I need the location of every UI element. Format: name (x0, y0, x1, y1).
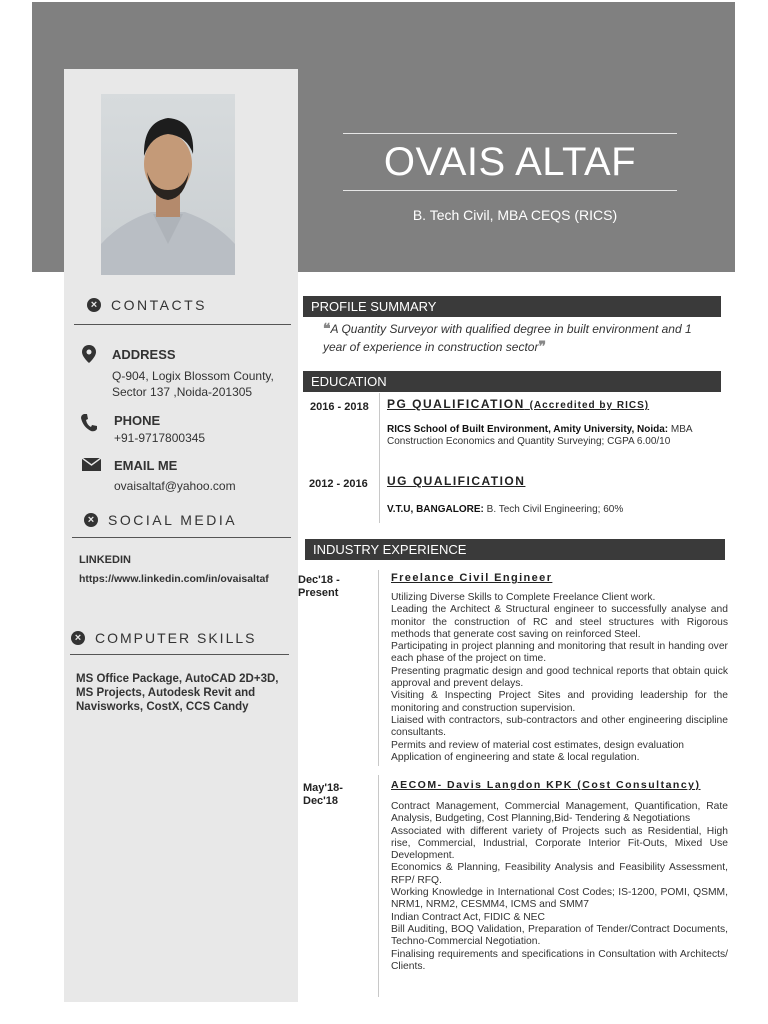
job2-divider (378, 775, 379, 997)
contacts-rule (74, 324, 291, 325)
address-line-1: Q-904, Logix Blossom County, (112, 369, 274, 383)
job2-duty: Indian Contract Act, FIDIC & NEC (391, 911, 545, 923)
linkedin-title: LINKEDIN (79, 554, 131, 566)
job1-duties (391, 592, 728, 764)
close-circle-icon: × (71, 631, 85, 645)
ug-details: V.T.U, BANGALORE: B. Tech Civil Engineering; 60% (387, 504, 624, 515)
name-bottom-rule (343, 190, 677, 191)
job1-period-start: Dec'18 - (298, 574, 340, 586)
skills-heading: × COMPUTER SKILLS (71, 630, 256, 646)
job2-duty: Contract Management, Commercial Management, Quantification, Rate Analysis, Budgeting, Cost Planning,Bid- Tendering & Negotiations (391, 801, 728, 825)
job1-duty: Presenting pragmatic design and good technical reports that obtain quick approval and prevent delays. (391, 665, 728, 690)
address-line-2: Sector 137 ,Noida-201305 (112, 385, 253, 399)
candidate-name: OVAIS ALTAF (383, 140, 637, 184)
ug-years: 2012 - 2016 (309, 478, 368, 490)
candidate-subtitle: B. Tech Civil, MBA CEQS (RICS) (412, 207, 618, 223)
phone-value[interactable]: +91-9717800345 (114, 431, 206, 445)
close-quote-icon: ❞ (538, 338, 546, 354)
job1-title: Freelance Civil Engineer (391, 572, 553, 584)
profile-photo (101, 94, 235, 275)
profile-summary-text: ❝A Quantity Surveyor with qualified degree in built environment and 1 year of experience in construction sector❞ (323, 320, 692, 354)
job2-duty: Finalising requirements and specifications in Consultation with Architects/ Clients. (391, 948, 728, 972)
contacts-heading: × CONTACTS (87, 297, 207, 313)
job2-duty: Working Knowledge in International Cost Codes; IS-1200, POMI, QSMM, NRM1, NRM2, CESMM4, ICMS and SMM7 (391, 887, 728, 911)
envelope-icon (82, 458, 101, 476)
education-divider (379, 393, 380, 523)
close-circle-icon: × (84, 513, 98, 527)
pg-qualification-title: PG QUALIFICATION (Accredited by RICS) (387, 397, 650, 411)
social-rule (72, 537, 291, 538)
social-heading: × SOCIAL MEDIA (84, 512, 237, 528)
job2-duty: Economics & Planning, Feasibility Analysis and Feasibility Assessment, RFP/ RFQ. (391, 862, 728, 886)
address-title: ADDRESS (112, 347, 176, 362)
experience-heading: INDUSTRY EXPERIENCE (305, 539, 725, 560)
linkedin-url[interactable]: https://www.linkedin.com/in/ovaisaltaf (79, 573, 269, 585)
email-value[interactable]: ovaisaltaf@yahoo.com (114, 479, 236, 493)
open-quote-icon: ❝ (323, 320, 331, 336)
pg-details: RICS School of Built Environment, Amity University, Noida: MBA Construction Economics and Quantity Surveying; CGPA 6.00/10 (387, 424, 693, 447)
job1-duty: Visiting & Inspecting Project Sites and providing leadership for the monitoring and construction supervision. (391, 690, 728, 714)
ug-qualification-title: UG QUALIFICATION (387, 474, 526, 488)
skills-line-1: MS Office Package, AutoCAD 2D+3D, (76, 673, 279, 685)
profile-summary-heading: PROFILE SUMMARY (303, 296, 721, 317)
job1-duty: Utilizing Diverse Skills to Complete Freelance Client work. (391, 592, 656, 603)
name-top-rule (343, 133, 677, 134)
job1-divider (378, 570, 379, 766)
email-title: EMAIL ME (114, 458, 178, 473)
job2-title: AECOM- Davis Langdon KPK (Cost Consultancy) (391, 779, 701, 791)
phone-icon (81, 414, 97, 437)
skills-line-2: MS Projects, Autodesk Revit and (76, 687, 256, 699)
job2-duty: Associated with different variety of Projects such as Residential, High rise, Commercial, Industrial, Corporate Interior Fit-Outs, Mixed Use Development. (391, 825, 728, 862)
job1-duty: Permits and review of material cost estimates, design evaluation (391, 739, 685, 751)
pg-years: 2016 - 2018 (310, 401, 369, 413)
skills-line-3: Navisworks, CostX, CCS Candy (76, 701, 249, 713)
location-pin-icon (82, 345, 96, 368)
job1-duty: Leading the Architect & Structural engineer to successfully analyse and monitor the construction of RC and steel structures with Rigorous methods that generate cost saving on reinforced Steel. (391, 604, 728, 640)
education-heading: EDUCATION (303, 371, 721, 392)
job1-duty: Participating in project planning and monitoring that result in handing over each phase of the project on time. (391, 641, 728, 665)
job2-period-end: Dec'18 (303, 795, 339, 807)
phone-title: PHONE (114, 413, 161, 428)
skills-rule (70, 654, 289, 655)
job1-duty: Application of engineering and state & local regulation. (391, 751, 640, 763)
job2-duty: Bill Auditing, BOQ Validation, Preparation of Tender/Contract Documents, Techno-Commercial Negotiation. (391, 923, 728, 948)
job2-duties (391, 801, 728, 973)
job1-duty: Liaised with contractors, sub-contractors and other engineering discipline consultants. (391, 714, 728, 739)
job2-period-start: May'18- (303, 782, 343, 794)
close-circle-icon: × (87, 298, 101, 312)
job1-period-end: Present (298, 587, 339, 599)
